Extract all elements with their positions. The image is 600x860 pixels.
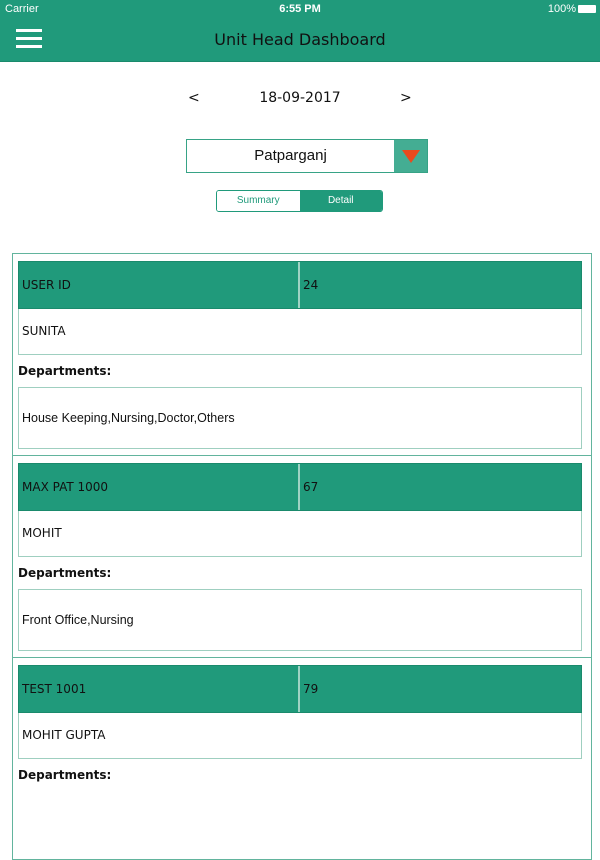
location-value: Patparganj <box>254 147 327 164</box>
dropdown-button[interactable] <box>394 140 427 172</box>
location-dropdown[interactable] <box>186 139 428 173</box>
app-header <box>0 0 600 62</box>
user-count: 67 <box>303 480 319 494</box>
status-bar <box>0 0 600 18</box>
card-header-row <box>18 261 582 309</box>
date-navigator <box>0 90 600 110</box>
user-id-label: USER ID <box>19 262 300 308</box>
user-id-label: MAX PAT 1000 <box>19 464 300 510</box>
user-id-label: TEST 1001 <box>19 666 300 712</box>
card-header-row <box>18 463 582 511</box>
user-count: 24 <box>303 278 319 292</box>
card-header-row <box>18 665 582 713</box>
current-date: 18-09-2017 <box>259 90 341 106</box>
user-name: MOHIT GUPTA <box>18 713 582 759</box>
user-name: MOHIT <box>18 511 582 557</box>
clock: 6:55 PM <box>279 3 321 15</box>
departments-label: Departments: <box>18 566 112 580</box>
user-name: SUNITA <box>18 309 582 355</box>
triangle-down-icon <box>402 150 420 163</box>
departments-label: Departments: <box>18 768 112 782</box>
departments-label: Departments: <box>18 364 112 378</box>
departments-value: House Keeping,Nursing,Doctor,Others <box>18 387 582 449</box>
user-list <box>12 254 592 860</box>
tab-summary[interactable]: Summary <box>217 191 300 211</box>
user-card <box>12 253 592 456</box>
battery-level: 100% <box>547 3 576 15</box>
user-count: 79 <box>303 682 319 696</box>
tab-detail[interactable]: Detail <box>300 191 383 211</box>
prev-date-button[interactable]: < <box>188 90 200 106</box>
user-card <box>12 455 592 658</box>
view-toggle <box>216 190 383 212</box>
battery-icon <box>578 5 596 13</box>
carrier-label: Carrier <box>5 3 39 15</box>
page-title: Unit Head Dashboard <box>214 30 386 49</box>
departments-value: Front Office,Nursing <box>18 589 582 651</box>
user-card <box>12 657 592 860</box>
next-date-button[interactable]: > <box>400 90 412 106</box>
